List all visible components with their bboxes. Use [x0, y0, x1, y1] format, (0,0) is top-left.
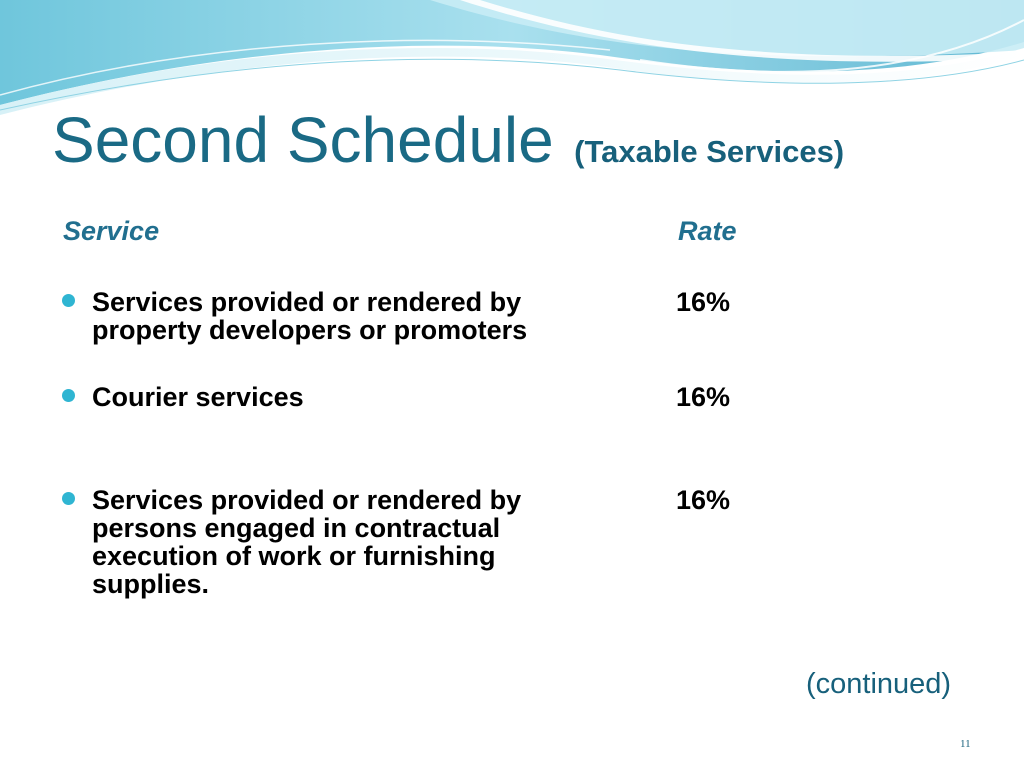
rate-value: 16%: [676, 485, 731, 515]
page-title: [52, 104, 844, 176]
bullet-icon: [62, 294, 75, 307]
service-text: Services provided or rendered by property developers or promoters: [92, 287, 528, 345]
service-text: Courier services: [92, 382, 304, 412]
page-number: 11: [960, 738, 971, 750]
continued-note: (continued): [806, 668, 952, 700]
title-main: Second Schedule: [52, 104, 554, 176]
rate-value: 16%: [676, 287, 731, 317]
rate-value: 16%: [676, 382, 731, 412]
column-header-rate: Rate: [678, 216, 737, 246]
bullet-icon: [62, 389, 75, 402]
service-text: Services provided or rendered by persons engaged in contractual execution of work or furnishing supplies.: [92, 485, 522, 599]
title-subtitle: (Taxable Services): [574, 134, 845, 169]
bullet-icon: [62, 492, 75, 505]
column-header-service: Service: [63, 216, 160, 246]
